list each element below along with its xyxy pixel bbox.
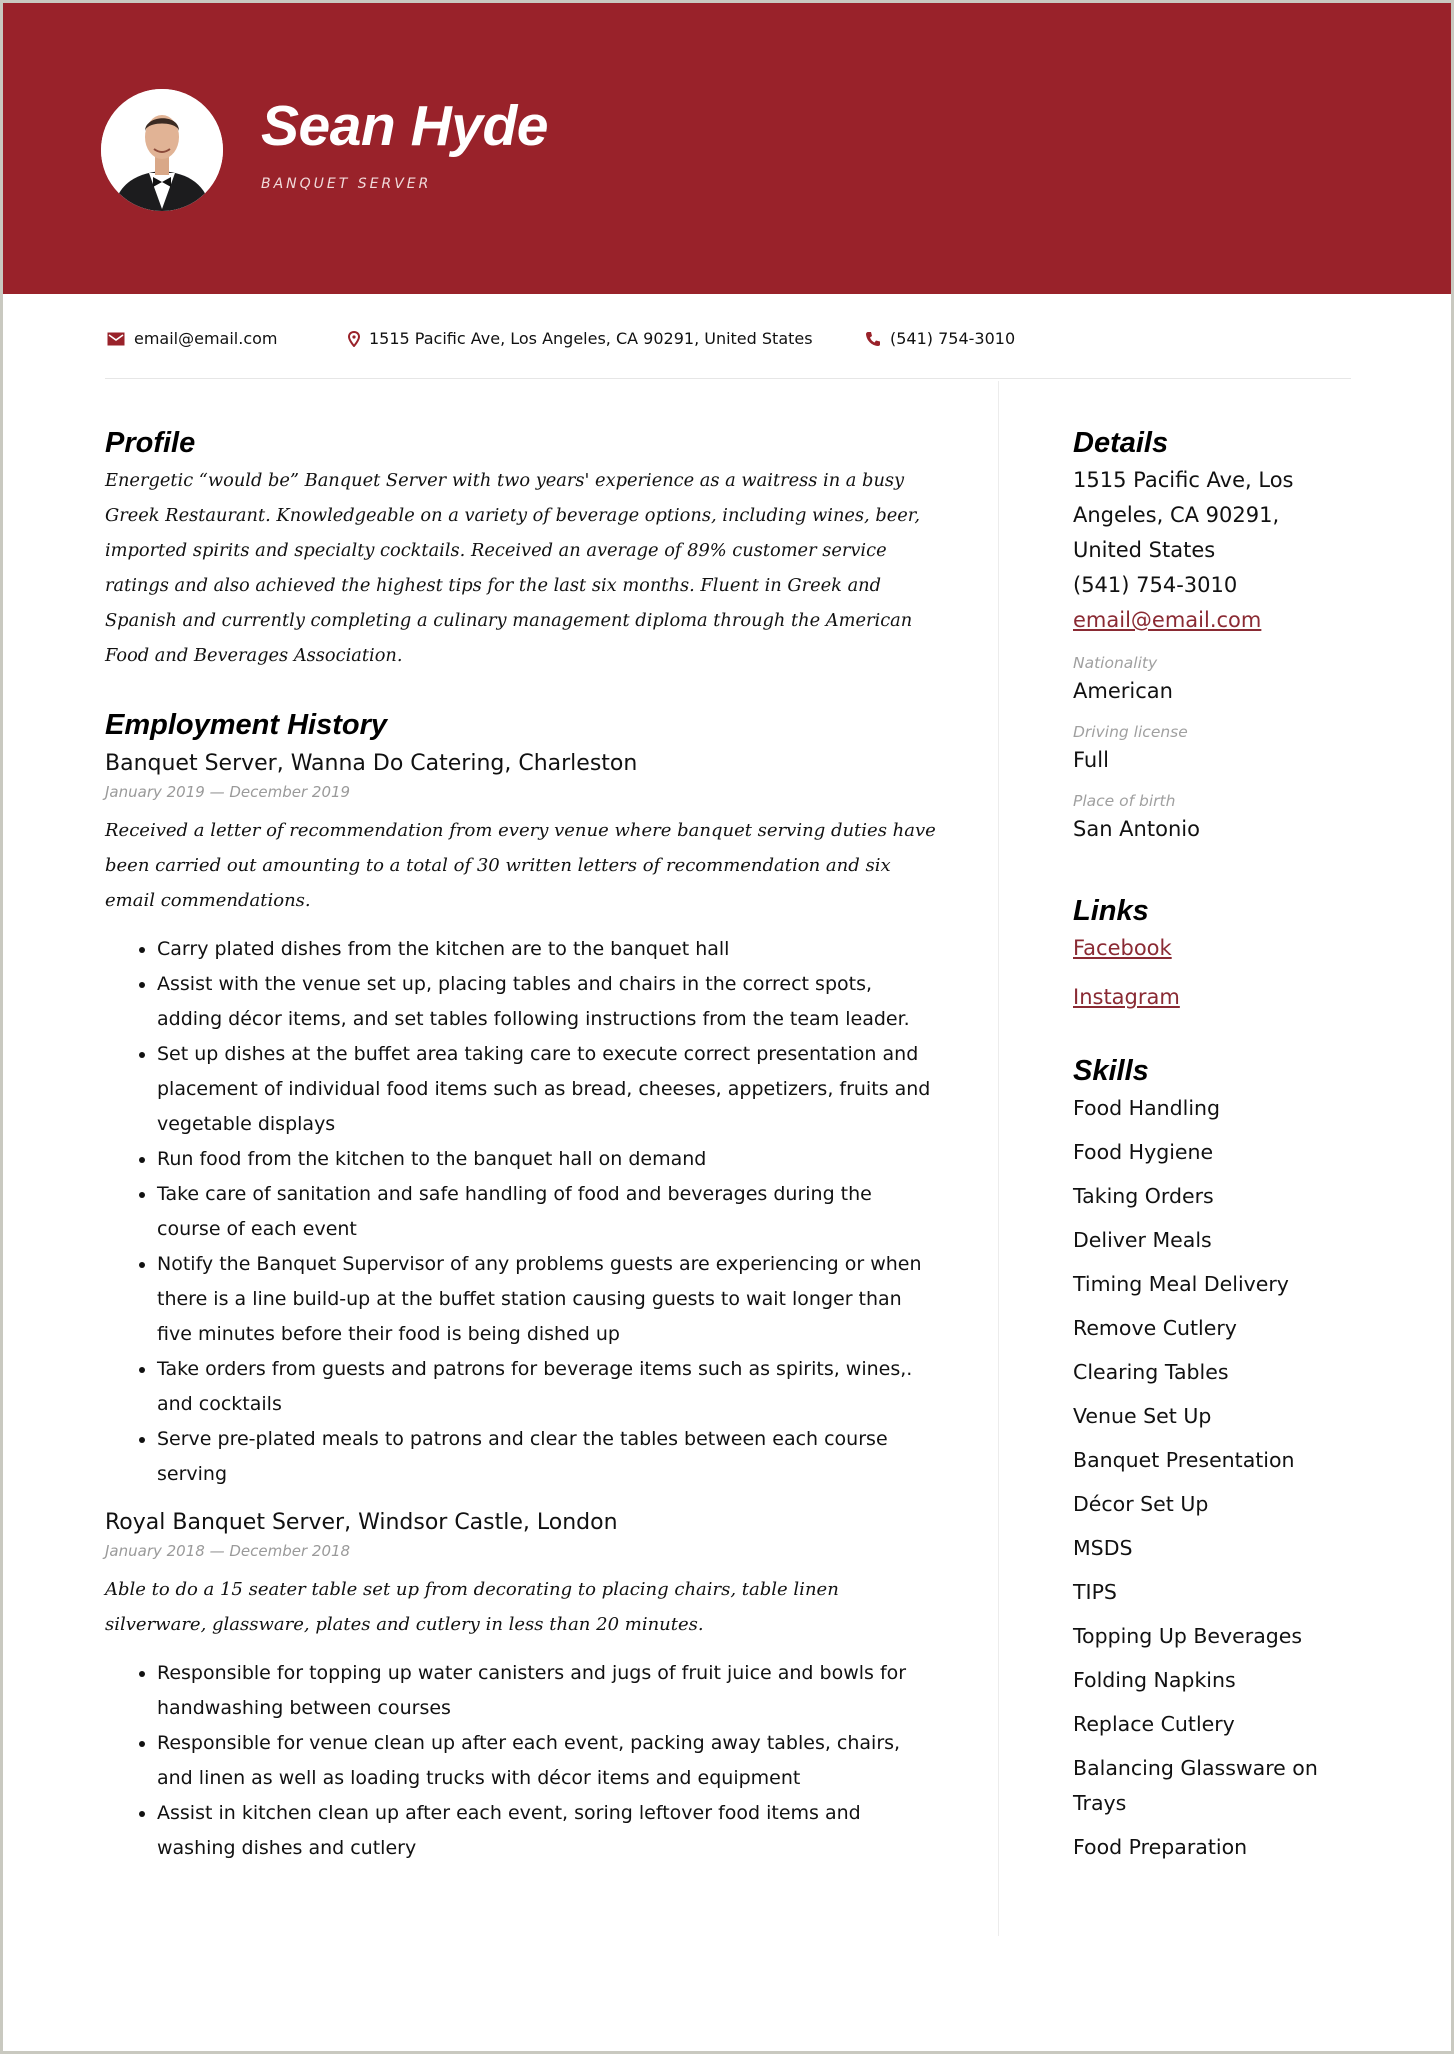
contact-bar — [3, 327, 1451, 357]
job-bullet: • Carry plated dishes from the kitchen are to the banquet hall — [157, 932, 940, 967]
job-entry — [105, 1506, 940, 1866]
job-bullet: • Run food from the kitchen to the banquet hall on demand — [157, 1142, 940, 1177]
employment-heading: Employment History — [105, 709, 387, 741]
resume-header — [3, 3, 1451, 294]
job-bullets — [105, 932, 940, 1492]
job-title: Banquet Server, Wanna Do Catering, Charleston — [105, 751, 638, 776]
profile-section — [105, 423, 940, 673]
side-column — [1073, 423, 1353, 1874]
skill-item: Topping Up Beverages — [1073, 1624, 1303, 1648]
envelope-icon — [107, 332, 125, 346]
contact-phone-text: (541) 754-3010 — [890, 329, 1016, 348]
job-bullet: • Set up dishes at the buffet area taking care to execute correct presentation and placement of individual food items such as bread, cheeses, appetizers, fruits and vegetable displays — [157, 1037, 940, 1142]
skill-item: Balancing Glassware on Trays — [1073, 1756, 1318, 1815]
job-bullet: • Assist with the venue set up, placing tables and chairs in the correct spots, adding décor items, and set tables following instructions from the team leader. — [157, 967, 940, 1037]
skill-item: Remove Cutlery — [1073, 1316, 1237, 1340]
details-heading: Details — [1073, 427, 1169, 459]
skills-list — [1073, 1091, 1353, 1865]
links-section — [1073, 891, 1353, 1015]
candidate-title: BANQUET SERVER — [261, 176, 432, 192]
birth-value: San Antonio — [1073, 817, 1200, 841]
skill-item: Food Preparation — [1073, 1835, 1248, 1859]
job-bullet: • Responsible for venue clean up after each event, packing away tables, chairs, and linen as well as loading trucks with décor items and equipment — [157, 1726, 940, 1796]
details-email-link[interactable]: email@email.com — [1073, 608, 1262, 632]
skill-item: Replace Cutlery — [1073, 1712, 1235, 1736]
skill-item: Food Handling — [1073, 1096, 1221, 1120]
phone-icon — [865, 331, 881, 347]
job-summary: Able to do a 15 seater table set up from decorating to placing chairs, table linen silverware, glassware, plates and cutlery in less than 20 minutes. — [105, 1579, 839, 1635]
contact-address-text: 1515 Pacific Ave, Los Angeles, CA 90291, United States — [369, 329, 813, 348]
job-title: Royal Banquet Server, Windsor Castle, London — [105, 1510, 618, 1535]
contact-email[interactable] — [107, 329, 278, 348]
nationality-label: Nationality — [1073, 654, 1158, 672]
skills-section — [1073, 1051, 1353, 1865]
contact-phone — [865, 329, 1015, 348]
column-divider — [998, 381, 999, 1936]
job-bullet: • Notify the Banquet Supervisor of any problems guests are experiencing or when there is a line build-up at the buffet station causing guests to wait longer than five minutes before their food is being dished up — [157, 1247, 940, 1352]
portrait-image — [101, 89, 223, 211]
skill-item: TIPS — [1073, 1580, 1117, 1604]
job-bullet: • Responsible for topping up water canisters and jugs of fruit juice and bowls for handwashing between courses — [157, 1656, 940, 1726]
details-phone: (541) 754-3010 — [1073, 573, 1238, 597]
job-entry — [105, 747, 940, 1492]
header-divider — [105, 378, 1351, 379]
details-address: 1515 Pacific Ave, Los Angeles, CA 90291, United States — [1073, 468, 1294, 562]
job-bullet: • Serve pre-plated meals to patrons and clear the tables between each course serving — [157, 1422, 940, 1492]
skill-item: Banquet Presentation — [1073, 1448, 1295, 1472]
skill-item: Deliver Meals — [1073, 1228, 1212, 1252]
license-label: Driving license — [1073, 723, 1188, 741]
skill-item: Timing Meal Delivery — [1073, 1272, 1289, 1296]
skill-item: MSDS — [1073, 1536, 1133, 1560]
contact-email-text: email@email.com — [134, 329, 278, 348]
job-bullet: • Assist in kitchen clean up after each event, soring leftover food items and washing dishes and cutlery — [157, 1796, 940, 1866]
skill-item: Venue Set Up — [1073, 1404, 1212, 1428]
links-heading: Links — [1073, 895, 1149, 927]
contact-address — [348, 329, 813, 348]
skill-item: Clearing Tables — [1073, 1360, 1229, 1384]
license-value: Full — [1073, 748, 1109, 772]
job-bullet: • Take care of sanitation and safe handling of food and beverages during the course of each event — [157, 1177, 940, 1247]
facebook-link[interactable]: Facebook — [1073, 936, 1172, 960]
skill-item: Taking Orders — [1073, 1184, 1214, 1208]
profile-heading: Profile — [105, 427, 196, 459]
details-section — [1073, 423, 1353, 847]
profile-text: Energetic “would be” Banquet Server with two years' experience as a waitress in a busy Greek Restaurant. Knowledgeable on a variety of beverage options, including wines, beer, imported spirits and specialty cocktails. Received an average of 89% customer service ratings and also achieved the highest tips for the last six months. Fluent in Greek and Spanish and currently completing a culinary management diploma through the American Food and Beverages Association. — [105, 470, 920, 666]
candidate-name: Sean Hyde — [261, 94, 548, 158]
skill-item: Décor Set Up — [1073, 1492, 1209, 1516]
birth-label: Place of birth — [1073, 792, 1176, 810]
job-bullet: • Take orders from guests and patrons for beverage items such as spirits, wines,. and cocktails — [157, 1352, 940, 1422]
skills-heading: Skills — [1073, 1055, 1149, 1087]
skill-item: Folding Napkins — [1073, 1668, 1236, 1692]
main-column — [105, 423, 940, 1866]
job-summary: Received a letter of recommendation from every venue where banquet serving duties have been carried out amounting to a total of 30 written letters of recommendation and six email commendations. — [105, 820, 936, 911]
map-pin-icon — [348, 331, 360, 347]
job-dates: January 2018 — December 2018 — [105, 1542, 351, 1560]
avatar — [101, 89, 223, 211]
job-dates: January 2019 — December 2019 — [105, 783, 351, 801]
skill-item: Food Hygiene — [1073, 1140, 1214, 1164]
employment-section — [105, 705, 940, 1866]
nationality-value: American — [1073, 679, 1173, 703]
resume-page — [3, 3, 1451, 2051]
instagram-link[interactable]: Instagram — [1073, 985, 1180, 1009]
job-bullets — [105, 1656, 940, 1866]
